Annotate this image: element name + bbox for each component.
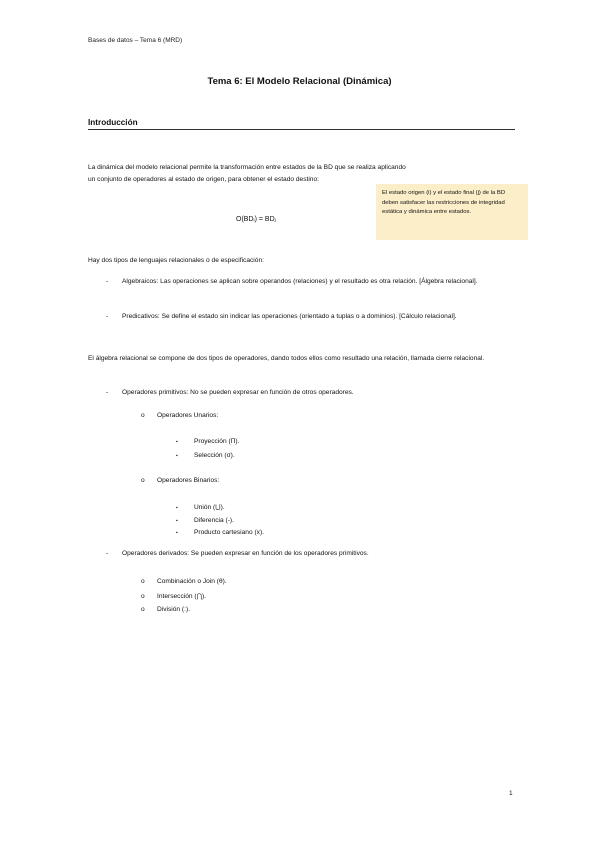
bullet-item-producto-cartesiano: Producto cartesiano (x).	[194, 529, 264, 536]
sublist-marker: o	[141, 578, 145, 585]
intro-paragraph: La dinámica del modelo relacional permite la transformación entre estados de la BD que se realiza aplicando un conjunto de operadores al estado de origen, para obtener el estado destino:	[88, 164, 406, 183]
sublist-item-binarios: Operadores Binarios:	[157, 477, 220, 484]
bullet-marker: ▪	[176, 505, 178, 511]
sublist-item-interseccion: Intersección (⋂).	[157, 593, 207, 600]
list-marker: -	[106, 389, 109, 396]
side-note: El estado origen (i) y el estado final (j) de la BD deben satisfacer las restricciones de integridad estática y dinámica entre estados.	[376, 184, 528, 240]
bullet-marker: ▪	[176, 518, 178, 524]
list-marker: -	[106, 278, 109, 285]
section-heading: Introducción	[88, 118, 515, 130]
list-item-predicativos: Predicativos: Se define el estado sin indicar las operaciones (orientado a tuplas o a dominios). [Cálculo relacional].	[122, 313, 457, 320]
sublist-marker: o	[141, 412, 145, 419]
list-marker: -	[106, 550, 109, 557]
page-header: Bases de datos – Tema 6 (MRD)	[88, 37, 183, 44]
list-item-algebraicos: Algebraicos: Las operaciones se aplican sobre operandos (relaciones) y el resultado es otra relación. [Álgebra relacional].	[122, 278, 478, 285]
languages-intro: Hay dos tipos de lenguajes relacionales o de especificación:	[88, 257, 264, 264]
list-marker: -	[106, 313, 109, 320]
bullet-item-proyeccion: Proyección (Π).	[194, 438, 240, 445]
page-number: 1	[509, 790, 513, 797]
list-item-primitivos: Operadores primitivos: No se pueden expresar en función de otros operadores.	[122, 389, 354, 396]
sublist-item-unarios: Operadores Unarios:	[157, 412, 219, 419]
bullet-item-diferencia: Diferencia (-).	[194, 517, 234, 524]
bullet-marker: ▪	[176, 530, 178, 536]
sublist-item-join: Combinación o Join (θ).	[157, 578, 227, 585]
sublist-marker: o	[141, 593, 145, 600]
sublist-item-division: División (:).	[157, 606, 190, 613]
list-item-derivados: Operadores derivados: Se pueden expresar en función de los operadores primitivos.	[122, 550, 369, 557]
formula: O(BDᵢ) = BDⱼ	[236, 216, 276, 223]
algebra-intro: El álgebra relacional se compone de dos tipos de operadores, dando todos ellos como resultado una relación, llamada cierre relacional.	[88, 355, 485, 362]
sublist-marker: o	[141, 606, 145, 613]
sublist-marker: o	[141, 477, 145, 484]
bullet-item-union: Unión (⋃).	[194, 504, 225, 511]
bullet-marker: ▪	[176, 453, 178, 459]
page-title: Tema 6: El Modelo Relacional (Dinámica)	[207, 76, 392, 87]
bullet-item-seleccion: Selección (σ).	[194, 452, 235, 459]
bullet-marker: ▪	[176, 439, 178, 445]
